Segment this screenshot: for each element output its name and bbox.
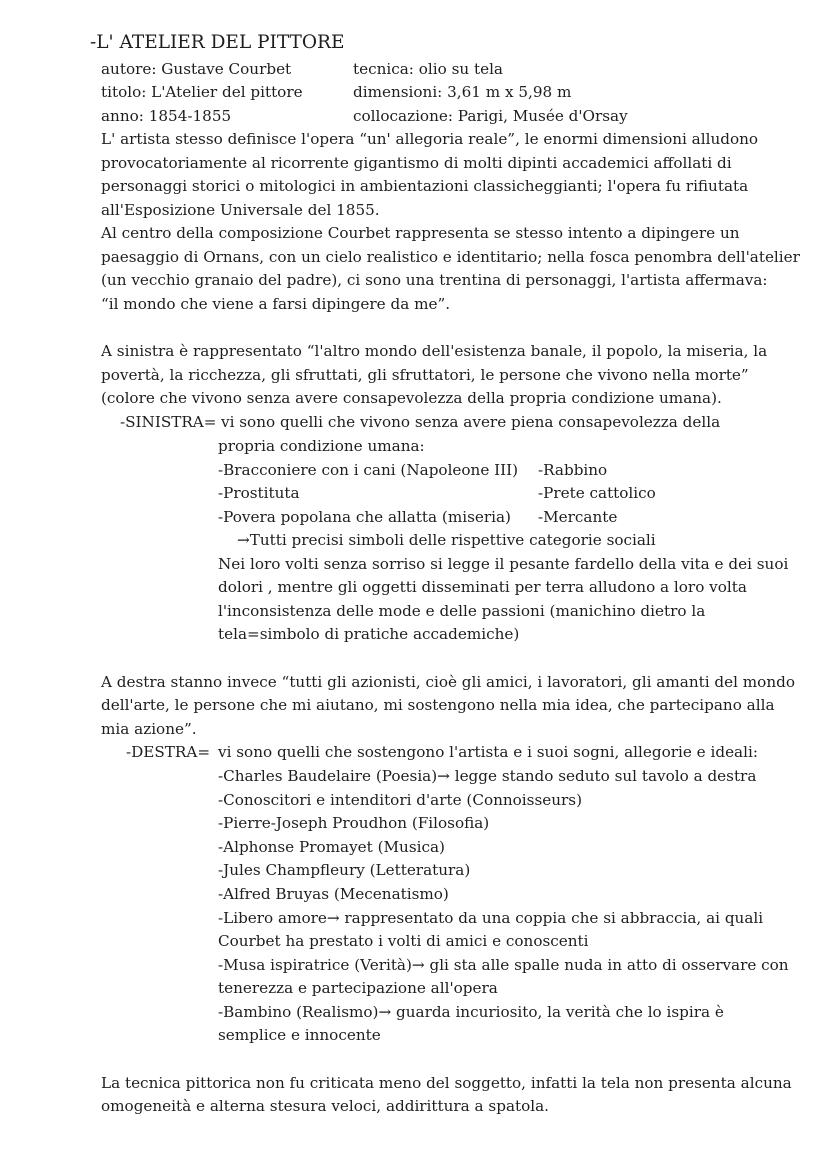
destra-item: -Jules Champfleury (Letteratura) — [218, 861, 471, 879]
sinistra-desc: propria condizione umana: — [218, 437, 425, 455]
intro-line: provocatoriamente al ricorrente gigantismo di molti dipinti accademici affollati di — [101, 154, 732, 172]
meta-collocazione: collocazione: Parigi, Musée d'Orsay — [353, 107, 628, 125]
intro-line: all'Esposizione Universale del 1855. — [101, 201, 380, 219]
right-intro-line: dell'arte, le persone che mi aiutano, mi sostengono nella mia idea, che partecipano alla — [101, 696, 775, 714]
sinistra-item: -Mercante — [538, 508, 618, 526]
right-intro-line: mia azione”. — [101, 720, 197, 738]
sinistra-item: -Rabbino — [538, 461, 608, 479]
destra-item: Courbet ha prestato i volti di amici e conoscenti — [218, 932, 589, 950]
sinistra-item: -Povera popolana che allatta (miseria) — [218, 508, 511, 526]
left-intro-line: A sinistra è rappresentato “l'altro mondo dell'esistenza banale, il popolo, la miseria, la — [101, 342, 768, 360]
destra-item: -Alphonse Promayet (Musica) — [218, 838, 445, 856]
sinistra-item: -Prostituta — [218, 484, 300, 502]
destra-item: -Conoscitori e intenditori d'arte (Connoisseurs) — [218, 791, 582, 809]
destra-desc: vi sono quelli che sostengono l'artista e i suoi sogni, allegorie e ideali: — [218, 743, 758, 761]
left-intro-line: (colore che vivono senza avere consapevolezza della propria condizione umana). — [101, 389, 722, 407]
sinistra-item: -Prete cattolico — [538, 484, 656, 502]
meta-anno: anno: 1854-1855 — [101, 107, 232, 125]
sinistra-arrow-note: →Tutti precisi simboli delle rispettive categorie sociali — [237, 531, 656, 549]
destra-item: -Libero amore→ rappresentato da una coppia che si abbraccia, ai quali — [218, 909, 764, 927]
sinistra-para-line: dolori , mentre gli oggetti disseminati per terra alludono a loro volta — [218, 578, 747, 596]
intro-line: L' artista stesso definisce l'opera “un' allegoria reale”, le enormi dimensioni alludono — [101, 130, 759, 148]
outro-line: La tecnica pittorica non fu criticata meno del soggetto, infatti la tela non presenta alcuna — [101, 1074, 792, 1092]
meta-dimensioni: dimensioni: 3,61 m x 5,98 m — [353, 83, 572, 101]
intro-line: personaggi storici o mitologici in ambientazioni classicheggianti; l'opera fu rifiutata — [101, 177, 749, 195]
right-intro-line: A destra stanno invece “tutti gli azionisti, cioè gli amici, i lavoratori, gli amanti del mondo — [101, 673, 795, 691]
destra-item: semplice e innocente — [218, 1026, 381, 1044]
meta-autore: autore: Gustave Courbet — [101, 60, 292, 78]
page-title: -L' ATELIER DEL PITTORE — [90, 32, 345, 53]
meta-tecnica: tecnica: olio su tela — [353, 60, 503, 78]
destra-item: -Charles Baudelaire (Poesia)→ legge stando seduto sul tavolo a destra — [218, 767, 757, 785]
destra-item: tenerezza e partecipazione all'opera — [218, 979, 498, 997]
sinistra-para-line: Nei loro volti senza sorriso si legge il pesante fardello della vita e dei suoi — [218, 555, 789, 573]
meta-titolo: titolo: L'Atelier del pittore — [101, 83, 303, 101]
destra-item: -Pierre-Joseph Proudhon (Filosofia) — [218, 814, 490, 832]
sinistra-label: -SINISTRA= — [120, 413, 217, 431]
destra-item: -Musa ispiratrice (Verità)→ gli sta alle spalle nuda in atto di osservare con — [218, 956, 789, 974]
sinistra-para-line: tela=simbolo di pratiche accademiche) — [218, 625, 520, 643]
intro-line: “il mondo che viene a farsi dipingere da me”. — [101, 295, 451, 313]
intro-line: paesaggio di Ornans, con un cielo realistico e identitario; nella fosca penombra dell'atelier — [101, 248, 800, 266]
sinistra-desc: vi sono quelli che vivono senza avere piena consapevolezza della — [221, 413, 721, 431]
destra-item: -Bambino (Realismo)→ guarda incuriosito, la verità che lo ispira è — [218, 1003, 724, 1021]
sinistra-para-line: l'inconsistenza delle mode e delle passioni (manichino dietro la — [218, 602, 706, 620]
outro-line: omogeneità e alterna stesura veloci, addirittura a spatola. — [101, 1097, 549, 1115]
intro-line: Al centro della composizione Courbet rappresenta se stesso intento a dipingere un — [101, 224, 740, 242]
intro-line: (un vecchio granaio del padre), ci sono una trentina di personaggi, l'artista affermava: — [101, 271, 768, 289]
destra-item: -Alfred Bruyas (Mecenatismo) — [218, 885, 449, 903]
left-intro-line: povertà, la ricchezza, gli sfruttati, gli sfruttatori, le persone che vivono nella morte” — [101, 366, 749, 384]
destra-label: -DESTRA= — [126, 743, 211, 761]
sinistra-item: -Bracconiere con i cani (Napoleone III) — [218, 461, 519, 479]
